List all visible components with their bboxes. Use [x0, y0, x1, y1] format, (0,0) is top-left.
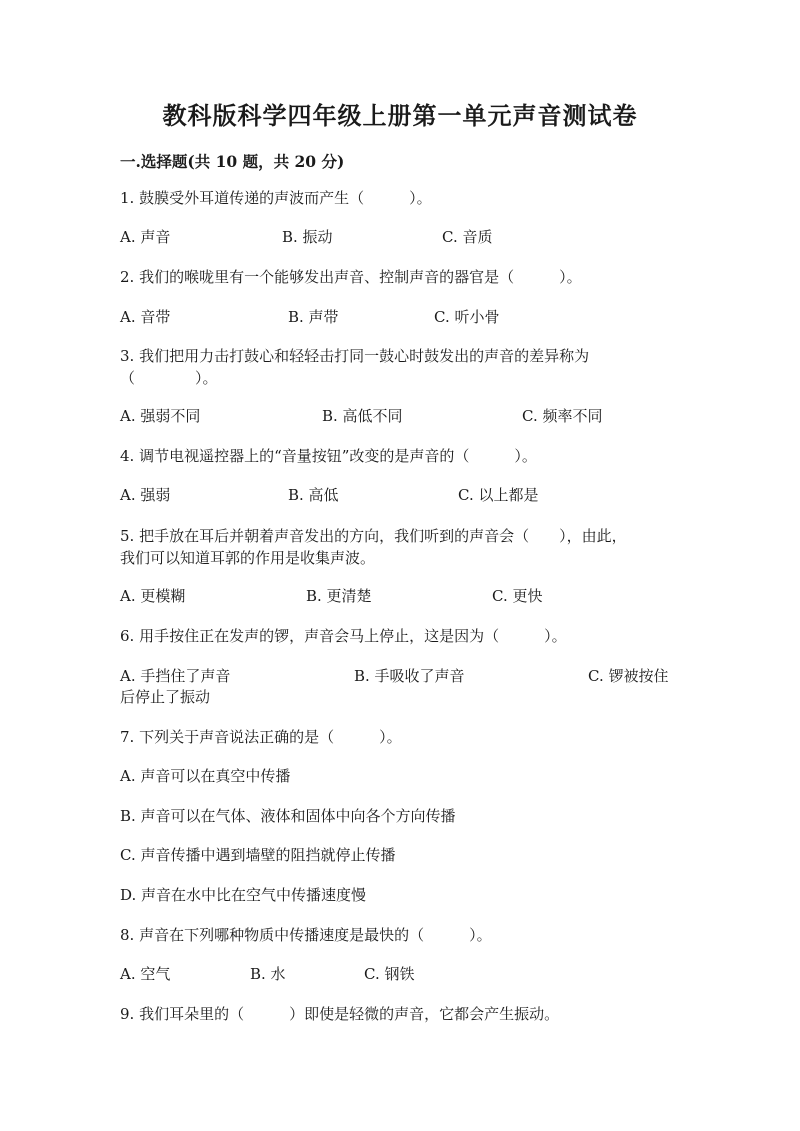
option-b: B. 声音可以在气体、液体和固体中向各个方向传播 — [120, 807, 456, 825]
option-c: C. 锣被按住 — [588, 667, 669, 685]
question-3-line-1: 3. 我们把用力击打鼓心和轻轻击打同一鼓心时鼓发出的声音的差异称为 — [120, 347, 590, 365]
option-a: A. 声音可以在真空中传播 — [120, 767, 291, 785]
option-c: C. 钢铁 — [364, 965, 415, 983]
option-d: D. 声音在水中比在空气中传播速度慢 — [120, 886, 367, 904]
question-2-options — [120, 306, 680, 328]
question-2: 2. 我们的喉咙里有一个能够发出声音、控制声音的器官是（ ）。 — [120, 268, 582, 286]
question-1: 1. 鼓膜受外耳道传递的声波而产生（ ）。 — [120, 189, 432, 207]
option-b: B. 高低 — [288, 486, 339, 504]
question-5-line-2: 我们可以知道耳郭的作用是收集声波。 — [120, 549, 376, 567]
option-a: A. 空气 — [120, 965, 171, 983]
option-a: A. 音带 — [120, 308, 171, 326]
question-3 — [120, 345, 680, 389]
question-6-options — [120, 665, 680, 687]
question-4-options — [120, 484, 680, 506]
option-c: C. 频率不同 — [522, 407, 603, 425]
option-b: B. 高低不同 — [322, 407, 403, 425]
option-b: B. 声带 — [288, 308, 339, 326]
option-b: B. 振动 — [282, 228, 333, 246]
question-5 — [120, 525, 690, 569]
option-c: C. 更快 — [492, 587, 543, 605]
question-6-option-c-continued: 后停止了振动 — [120, 688, 211, 706]
question-1-options — [120, 226, 680, 248]
option-a: A. 强弱不同 — [120, 407, 201, 425]
option-a: A. 强弱 — [120, 486, 171, 504]
section-heading: 一.选择题(共 10 题，共 20 分) — [120, 152, 345, 171]
option-a: A. 手挡住了声音 — [120, 667, 231, 685]
option-a: A. 更模糊 — [120, 587, 186, 605]
option-b: B. 更清楚 — [306, 587, 372, 605]
exam-title: 教科版科学四年级上册第一单元声音测试卷 — [162, 101, 638, 130]
question-9: 9. 我们耳朵里的（ ）即使是轻微的声音，它都会产生振动。 — [120, 1005, 560, 1023]
question-8: 8. 声音在下列哪种物质中传播速度是最快的（ ）。 — [120, 926, 492, 944]
question-5-options — [120, 585, 680, 607]
question-8-options — [120, 963, 680, 985]
option-c: C. 音质 — [442, 228, 493, 246]
question-3-line-2: （ ）。 — [120, 369, 218, 387]
option-b: B. 水 — [250, 965, 286, 983]
question-5-line-1: 5. 把手放在耳后并朝着声音发出的方向，我们听到的声音会（ ），由此， — [120, 527, 627, 545]
option-c: C. 声音传播中遇到墙壁的阻挡就停止传播 — [120, 846, 396, 864]
question-4: 4. 调节电视遥控器上的“音量按钮”改变的是声音的（ ）。 — [120, 447, 537, 465]
question-6: 6. 用手按住正在发声的锣，声音会马上停止，这是因为（ ）。 — [120, 627, 567, 645]
option-a: A. 声音 — [120, 228, 171, 246]
question-3-options — [120, 405, 680, 427]
option-b: B. 手吸收了声音 — [354, 667, 465, 685]
option-c: C. 以上都是 — [458, 486, 539, 504]
question-7: 7. 下列关于声音说法正确的是（ ）。 — [120, 728, 402, 746]
option-c: C. 听小骨 — [434, 308, 500, 326]
